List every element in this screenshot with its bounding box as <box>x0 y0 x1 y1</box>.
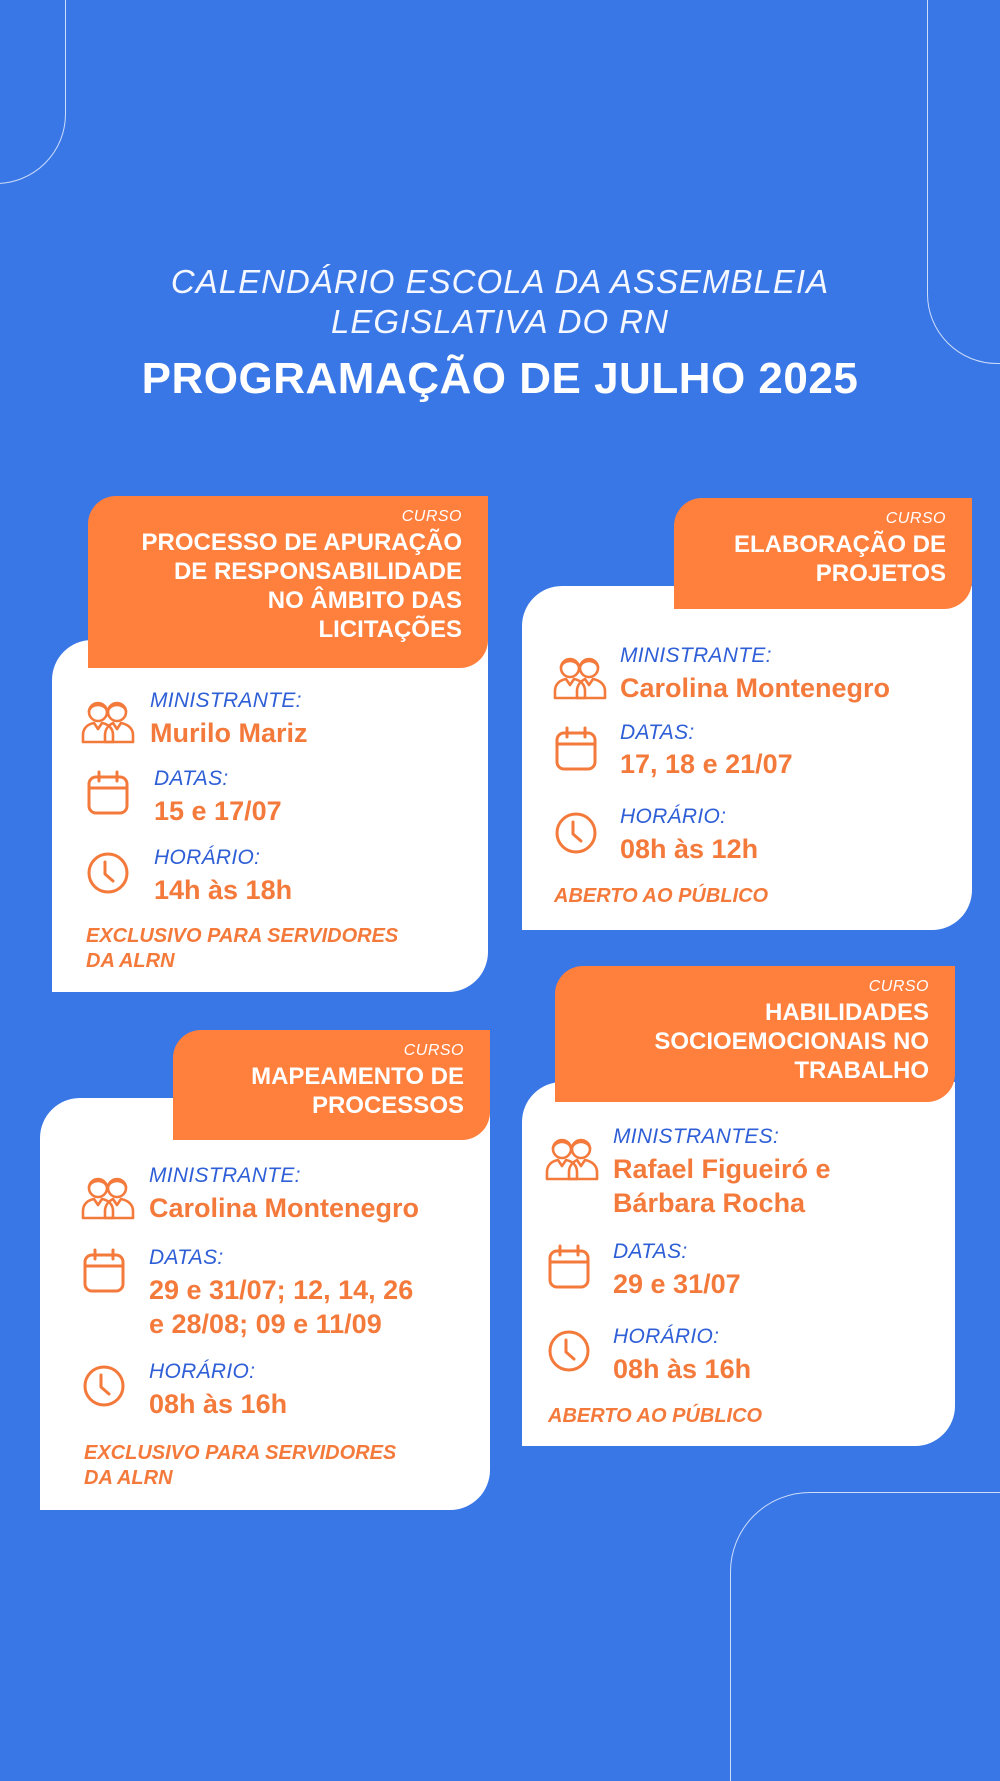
dates-value: 29 e 31/07 <box>613 1269 741 1299</box>
people-icon <box>80 696 136 744</box>
audience-note: EXCLUSIVO PARA SERVIDORES DA ALRN <box>84 1442 397 1489</box>
course-kind-label: CURSO <box>401 508 462 525</box>
instructor-label: MINISTRANTE: <box>620 644 772 667</box>
calendar-icon <box>86 770 130 816</box>
course-title-tag <box>674 498 972 609</box>
course-kind-label: CURSO <box>885 510 946 527</box>
dates-label: DATAS: <box>154 767 229 790</box>
course-kind-label: CURSO <box>868 978 929 995</box>
time-value: 08h às 16h <box>613 1354 752 1384</box>
course-title-tag <box>555 966 955 1102</box>
time-label: HORÁRIO: <box>154 846 261 869</box>
decorative-corner-bottom-right <box>730 1492 1000 1781</box>
course-kind-label: CURSO <box>403 1042 464 1059</box>
people-icon <box>80 1172 136 1220</box>
time-value: 08h às 16h <box>149 1389 288 1419</box>
instructor-label: MINISTRANTES: <box>613 1125 780 1148</box>
dates-label: DATAS: <box>613 1240 688 1263</box>
instructor-label: MINISTRANTE: <box>150 689 302 712</box>
course-title-tag <box>88 496 488 668</box>
clock-icon <box>86 851 130 895</box>
course-title: MAPEAMENTO DE PROCESSOS <box>251 1063 464 1119</box>
dates-label: DATAS: <box>149 1246 224 1269</box>
time-label: HORÁRIO: <box>620 805 727 828</box>
course-title: HABILIDADES SOCIOEMOCIONAIS NO TRABALHO <box>654 999 929 1084</box>
people-icon <box>544 1133 600 1181</box>
page-header <box>0 262 1000 404</box>
time-value: 08h às 12h <box>620 834 759 864</box>
time-label: HORÁRIO: <box>613 1325 720 1348</box>
instructor-label: MINISTRANTE: <box>149 1164 301 1187</box>
dates-value: 15 e 17/07 <box>154 796 282 826</box>
calendar-icon <box>82 1248 126 1294</box>
page-subtitle: CALENDÁRIO ESCOLA DA ASSEMBLEIA LEGISLATIVA DO RN <box>170 263 830 340</box>
dates-value: 17, 18 e 21/07 <box>620 749 793 779</box>
audience-note: ABERTO AO PÚBLICO <box>554 885 769 907</box>
instructor-name: Murilo Mariz <box>150 718 308 748</box>
dates-value: 29 e 31/07; 12, 14, 26 e 28/08; 09 e 11/09 <box>149 1275 414 1339</box>
calendar-icon <box>554 726 598 772</box>
people-icon <box>552 652 608 700</box>
calendar-icon <box>547 1244 591 1290</box>
audience-note: ABERTO AO PÚBLICO <box>548 1405 763 1427</box>
instructor-name: Carolina Montenegro <box>149 1193 420 1223</box>
time-value: 14h às 18h <box>154 875 293 905</box>
decorative-corner-top-left <box>0 0 66 184</box>
clock-icon <box>82 1364 126 1408</box>
instructor-name: Carolina Montenegro <box>620 673 891 703</box>
clock-icon <box>554 811 598 855</box>
audience-note: EXCLUSIVO PARA SERVIDORES DA ALRN <box>86 925 399 972</box>
course-title: PROCESSO DE APURAÇÃO DE RESPONSABILIDADE NO ÂMBITO DAS LICITAÇÕES <box>141 529 462 643</box>
course-title-tag <box>173 1030 490 1140</box>
course-title: ELABORAÇÃO DE PROJETOS <box>733 531 946 587</box>
page-title: PROGRAMAÇÃO DE JULHO 2025 <box>141 354 859 403</box>
instructor-name: Rafael Figueiró e Bárbara Rocha <box>613 1154 831 1218</box>
dates-label: DATAS: <box>620 721 695 744</box>
time-label: HORÁRIO: <box>149 1360 256 1383</box>
clock-icon <box>547 1329 591 1373</box>
